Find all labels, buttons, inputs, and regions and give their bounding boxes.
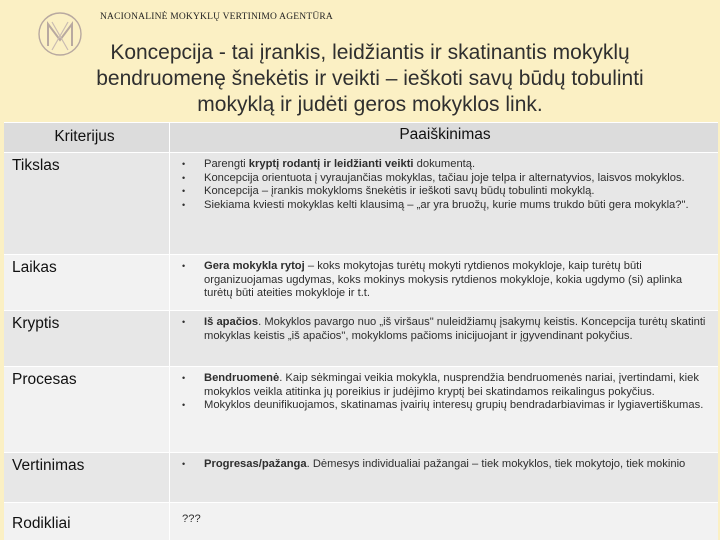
agency-name: NACIONALINĖ MOKYKLŲ VERTINIMO AGENTŪRA [100, 12, 333, 22]
row-label: Vertinimas [0, 452, 170, 502]
bullet-item: • Bendruomenė. Kaip sėkmingai veikia mokykla, nusprendžia bendruomenės nariai, įvertindami, kiek mokyklos veikla atitinka jų poreikius ir judėjimo kryptį bei skatindamos reikalingus pokyčius. [182, 372, 712, 399]
left-edge [0, 122, 4, 540]
table-row [0, 254, 720, 310]
bullet-item: • Koncepcija – įrankis mokykloms šnekėtis ir ieškoti savų būdų tobulinti mokyklą. [182, 185, 712, 199]
bullet-item: • Progresas/pažanga. Dėmesys individualiai pažangai – tiek mokyklos, tiek mokytojo, tiek mokinio [182, 458, 712, 472]
bullet-item: • Iš apačios. Mokyklos pavargo nuo „iš viršaus" nuleidžiamų įsakymų keistis. Koncepcija turėtų skatinti mokyklas keistis „iš apačios", mokykloms pačioms inicijuojant ir įgyvendinant pokyčius. [182, 316, 712, 343]
slide-title: Koncepcija - tai įrankis, leidžiantis ir skatinantis mokyklų bendruomenę šnekėtis ir veikti – ieškoti savų būdų tobulinti mokyklą ir judėti geros mokyklos link. [96, 41, 644, 116]
column-header-criterion: Kriterijus [0, 122, 170, 152]
row-explanation: ??? [170, 502, 720, 540]
row-explanation [170, 310, 720, 366]
row-label: Rodikliai [0, 502, 170, 540]
criteria-table [0, 122, 720, 540]
bullet-item: • Mokyklos deunifikuojamos, skatinamas įvairių interesų grupių bendradarbiavimas ir lygiavertiškumas. [182, 399, 712, 413]
row-label: Procesas [0, 366, 170, 452]
row-explanation [170, 366, 720, 452]
row-explanation [170, 152, 720, 254]
table-row [0, 502, 720, 540]
bullet-item: • Gera mokykla rytoj – koks mokytojas turėtų mokyti rytdienos mokykloje, kaip turėtų būti organizuojamas ugdymas, koks mokinys mokysis rytdienos mokykloje, kokia ugdymo (si) aplinka turėtų būti ateities mokykloje ir t.t. [182, 260, 712, 301]
row-label: Kryptis [0, 310, 170, 366]
table-row [0, 452, 720, 502]
row-label: Tikslas [0, 152, 170, 254]
row-explanation [170, 452, 720, 502]
column-header-explanation: Paaiškinimas [170, 122, 720, 152]
table-row [0, 366, 720, 452]
bullet-item: • Siekiama kviesti mokyklas kelti klausimą – „ar yra bruožų, kurie mums trukdo būti gera mokykla?". [182, 199, 712, 213]
row-label: Laikas [0, 254, 170, 310]
row-explanation [170, 254, 720, 310]
table-row [0, 310, 720, 366]
table-header-row [0, 122, 720, 152]
table-row [0, 152, 720, 254]
bullet-item: • Parengti kryptį rodantį ir leidžianti veikti dokumentą. [182, 158, 712, 172]
bullet-item: • Koncepcija orientuota į vyraujančias mokyklas, tačiau joje telpa ir alternatyvios, laisvos mokyklos. [182, 172, 712, 186]
